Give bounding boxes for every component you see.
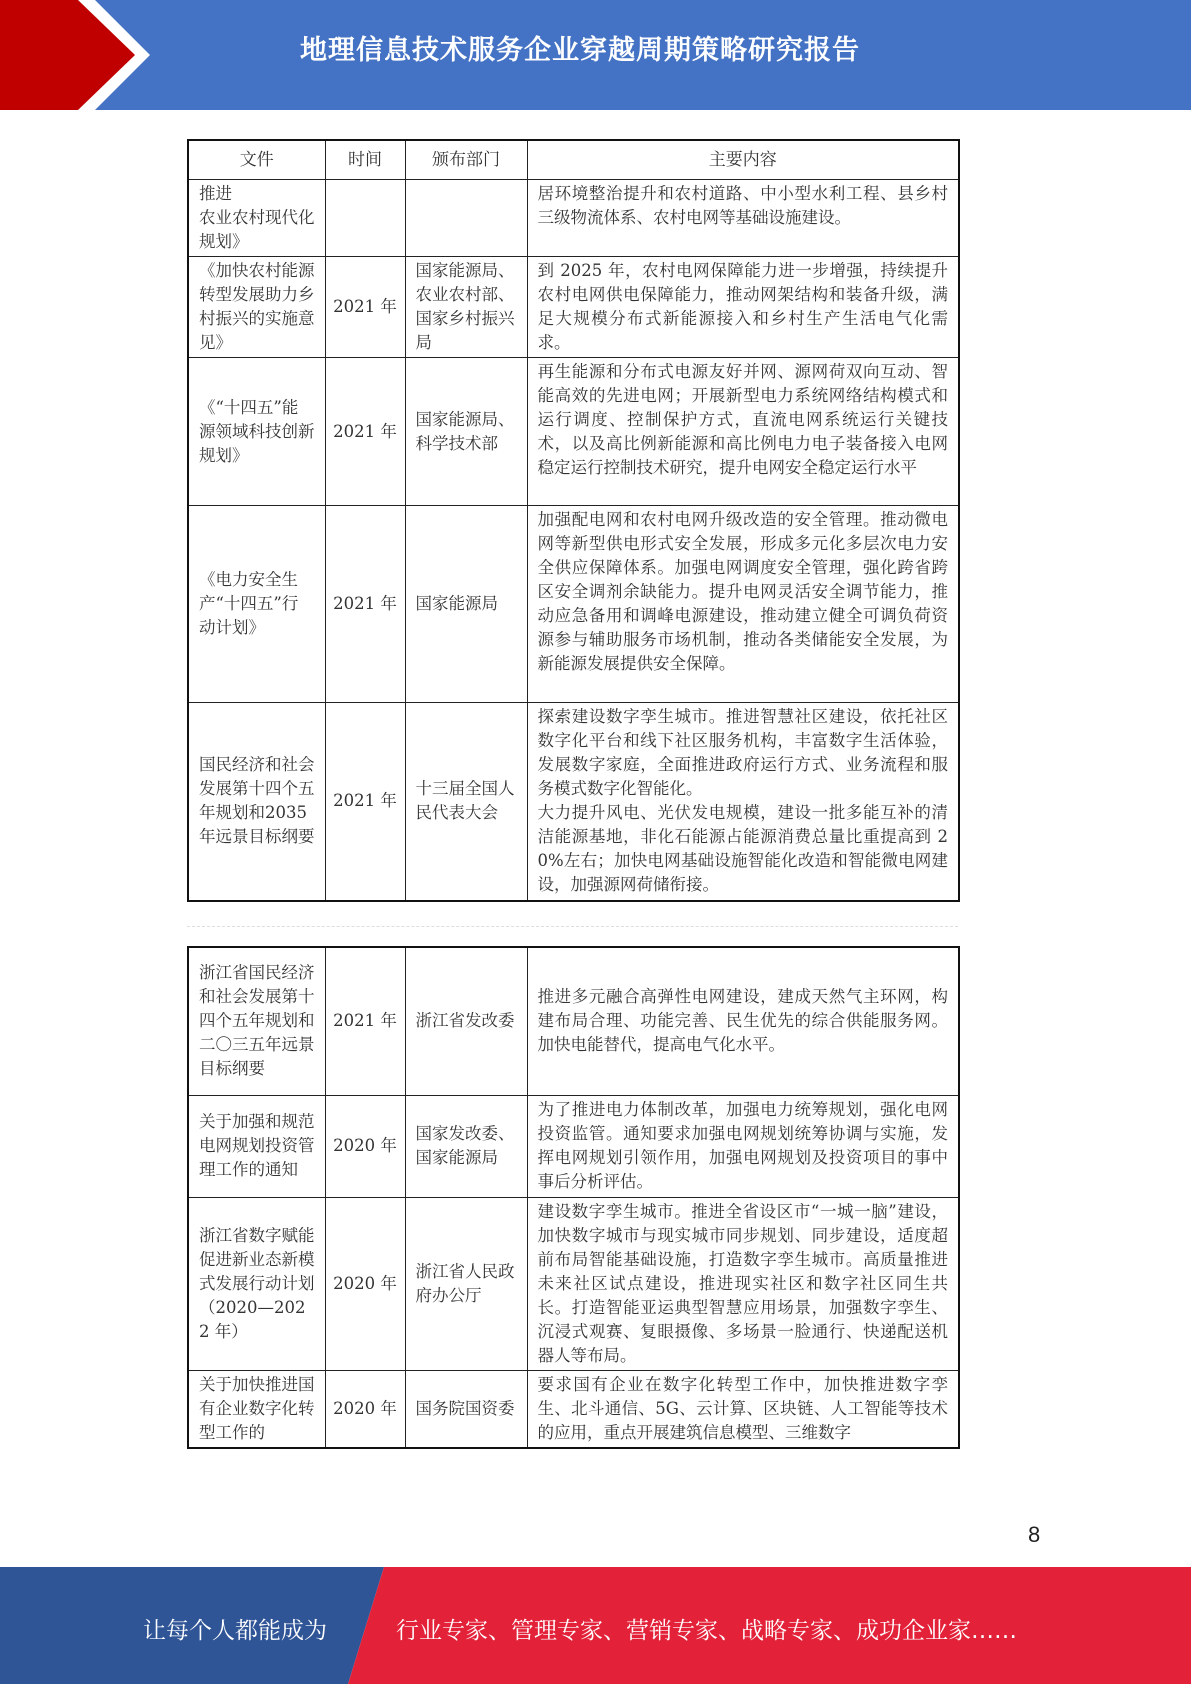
- cell-department: 浙江省发改委: [405, 947, 527, 1095]
- cell-document: 《“十四五”能源领域科技创新规划》: [188, 358, 325, 506]
- cell-content: 加强配电网和农村电网升级改造的安全管理。推动微电网等新型供电形式安全发展，形成多元化多层次电力安全供应保障体系。加强电网调度安全管理，强化跨省跨区安全调剂余缺能力。提升电网灵活安全调节能力，推动应急备用和调峰电源建设，推动建立健全可调负荷资源参与辅助服务市场机制，推动各类储能安全发展，为新能源发展提供安全保障。: [527, 506, 959, 703]
- page-number: 8: [1028, 1522, 1041, 1547]
- cell-content: 要求国有企业在数字化转型工作中，加快推进数字孪生、北斗通信、5G、云计算、区块链、人工智能等技术的应用，重点开展建筑信息模型、三维数字: [527, 1370, 959, 1448]
- footer-slogan-right: 行业专家、管理专家、营销专家、战略专家、成功企业家……: [396, 1618, 1017, 1644]
- cell-content: 到 2025 年，农村电网保障能力进一步增强，持续提升农村电网供电保障能力，推动网架结构和装备升级，满足大规模分布式新能源接入和乡村生产生活电气化需求。: [527, 257, 959, 358]
- policy-table-part-2: [187, 946, 960, 1449]
- cell-content: 探索建设数字孪生城市。推进智慧社区建设，依托社区数字化平台和线下社区服务机构，丰富数字生活体验，发展数字家庭，全面推进政府运行方式、业务流程和服务模式数字化智能化。 大力提升风电、光伏发电规模，建设一批多能互补的清洁能源基地，非化石能源占能源消费总量比重提高到 20%左右；加快电网基础设施智能化改造和智能微电网建设，加强源网荷储衔接。: [527, 703, 959, 901]
- cell-document: 浙江省数字赋能促进新业态新模式发展行动计划（2020—2022 年）: [188, 1197, 325, 1370]
- cell-content: 为了推进电力体制改革，加强电力统筹规划，强化电网投资监管。通知要求加强电网规划统筹协调与实施，发挥电网规划引领作用，加强电网规划及投资项目的事中事后分析评估。: [527, 1095, 959, 1197]
- table-row: [188, 257, 959, 358]
- cell-document: 浙江省国民经济和社会发展第十四个五年规划和二〇三五年远景目标纲要: [188, 947, 325, 1095]
- cell-department: 浙江省人民政府办公厅: [405, 1197, 527, 1370]
- cell-time: 2020 年: [325, 1095, 405, 1197]
- column-header-time: 时间: [325, 140, 405, 180]
- cell-content: 推进多元融合高弹性电网建设，建成天然气主环网，构建布局合理、功能完善、民生优先的综合供能服务网。加快电能替代，提高电气化水平。: [527, 947, 959, 1095]
- red-chevron-icon: [0, 0, 160, 110]
- cell-time: 2021 年: [325, 506, 405, 703]
- cell-department: 国务院国资委: [405, 1370, 527, 1448]
- table-row: [188, 947, 959, 1095]
- table-header-row: [188, 140, 959, 180]
- table-row: [188, 1095, 959, 1197]
- column-header-department: 颁布部门: [405, 140, 527, 180]
- table-row: [188, 506, 959, 703]
- cell-department: 国家发改委、国家能源局: [405, 1095, 527, 1197]
- cell-document: 关于加强和规范电网规划投资管理工作的通知: [188, 1095, 325, 1197]
- page-break-divider: [187, 926, 958, 933]
- cell-department: 国家能源局、农业农村部、国家乡村振兴局: [405, 257, 527, 358]
- footer-slogan-left: 让每个人都能成为: [143, 1618, 327, 1644]
- cell-department: 国家能源局: [405, 506, 527, 703]
- policy-table-part-1: [187, 139, 960, 902]
- column-header-document: 文件: [188, 140, 325, 180]
- report-header-band: [0, 0, 1191, 110]
- slogan-footer-band: [0, 1567, 1191, 1684]
- table-row: [188, 358, 959, 506]
- report-title: 地理信息技术服务企业穿越周期策略研究报告: [300, 35, 860, 66]
- cell-time: 2020 年: [325, 1197, 405, 1370]
- cell-time: 2021 年: [325, 703, 405, 901]
- cell-document: 推进 农业农村现代化规划》: [188, 180, 325, 257]
- cell-document: 《加快农村能源转型发展助力乡村振兴的实施意见》: [188, 257, 325, 358]
- table-row: [188, 1370, 959, 1448]
- cell-time: 2021 年: [325, 947, 405, 1095]
- cell-content: 建设数字孪生城市。推进全省设区市“一城一脑”建设，加快数字城市与现实城市同步规划、同步建设，适度超前布局智能基础设施，打造数字孪生城市。高质量推进未来社区试点建设，推进现实社区和数字社区同生共长。打造智能亚运典型智慧应用场景，加强数字孪生、沉浸式观赛、复眼摄像、多场景一脸通行、快递配送机器人等布局。: [527, 1197, 959, 1370]
- cell-time: 2020 年: [325, 1370, 405, 1448]
- cell-content: 再生能源和分布式电源友好并网、源网荷双向互动、智能高效的先进电网；开展新型电力系统网络结构模式和运行调度、控制保护方式，直流电网系统运行关键技术，以及高比例新能源和高比例电力电子装备接入电网稳定运行控制技术研究，提升电网安全稳定运行水平: [527, 358, 959, 506]
- cell-document: 关于加快推进国有企业数字化转型工作的: [188, 1370, 325, 1448]
- cell-department: 国家能源局、科学技术部: [405, 358, 527, 506]
- table-row: [188, 1197, 959, 1370]
- cell-department: [405, 180, 527, 257]
- cell-department: 十三届全国人民代表大会: [405, 703, 527, 901]
- cell-time: 2021 年: [325, 358, 405, 506]
- cell-content: 居环境整治提升和农村道路、中小型水利工程、县乡村三级物流体系、农村电网等基础设施建设。: [527, 180, 959, 257]
- cell-time: [325, 180, 405, 257]
- table-row: [188, 180, 959, 257]
- cell-document: 《电力安全生产“十四五”行动计划》: [188, 506, 325, 703]
- cell-document: 国民经济和社会发展第十四个五年规划和2035 年远景目标纲要: [188, 703, 325, 901]
- cell-time: 2021 年: [325, 257, 405, 358]
- table-row: [188, 703, 959, 901]
- column-header-content: 主要内容: [527, 140, 959, 180]
